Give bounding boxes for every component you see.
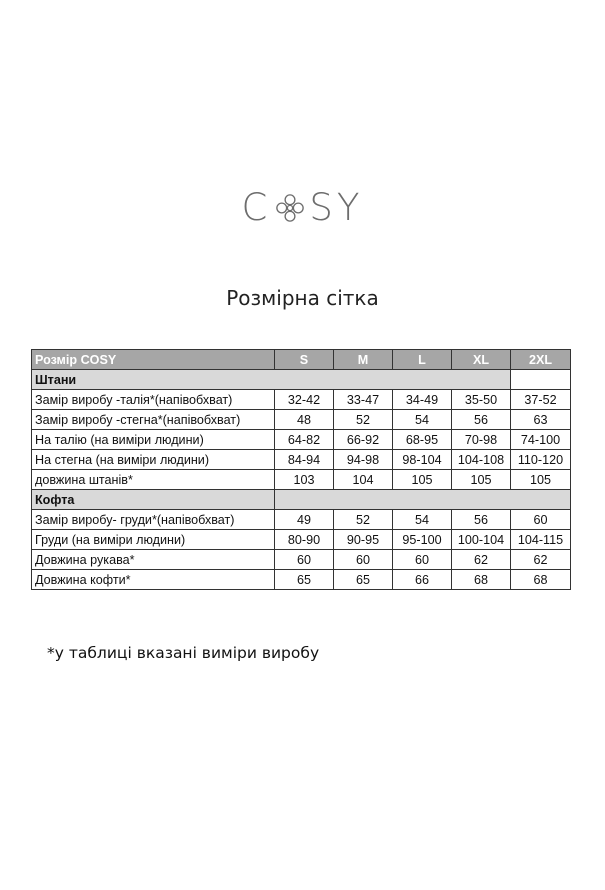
table-row	[32, 470, 571, 490]
cell-value: 60	[511, 510, 571, 530]
cell-value: 103	[275, 470, 334, 490]
cell-value: 68	[452, 570, 511, 590]
cell-value: 49	[275, 510, 334, 530]
section-blank-cell	[511, 370, 571, 390]
row-label: На стегна (на виміри людини)	[32, 450, 275, 470]
cell-value: 95-100	[393, 530, 452, 550]
table-row	[32, 570, 571, 590]
cell-value: 68-95	[393, 430, 452, 450]
header-size-l: L	[393, 350, 452, 370]
section-title: Штани	[32, 370, 511, 390]
header-size-label: Розмір COSY	[32, 350, 275, 370]
cell-value: 64-82	[275, 430, 334, 450]
page-title: Розмірна сітка	[226, 286, 379, 310]
cell-value: 65	[275, 570, 334, 590]
cell-value: 66	[393, 570, 452, 590]
cell-value: 94-98	[334, 450, 393, 470]
cell-value: 34-49	[393, 390, 452, 410]
cell-value: 65	[334, 570, 393, 590]
cell-value: 100-104	[452, 530, 511, 550]
header-size-m: M	[334, 350, 393, 370]
section-row-sweater	[32, 490, 571, 510]
cell-value: 63	[511, 410, 571, 430]
cell-value: 104-115	[511, 530, 571, 550]
section-title: Кофта	[32, 490, 275, 510]
size-chart-table	[31, 349, 571, 590]
cell-value: 105	[393, 470, 452, 490]
cell-value: 35-50	[452, 390, 511, 410]
row-label: Груди (на виміри людини)	[32, 530, 275, 550]
flower-icon	[275, 193, 305, 223]
table-row	[32, 510, 571, 530]
table-row	[32, 530, 571, 550]
cell-value: 98-104	[393, 450, 452, 470]
cell-value: 84-94	[275, 450, 334, 470]
section-row-pants	[32, 370, 571, 390]
table-row	[32, 430, 571, 450]
cell-value: 104-108	[452, 450, 511, 470]
table-row	[32, 390, 571, 410]
cell-value: 105	[452, 470, 511, 490]
table-row	[32, 450, 571, 470]
header-size-xl: XL	[452, 350, 511, 370]
row-label: довжина штанів*	[32, 470, 275, 490]
row-label: Замір виробу -талія*(напівобхват)	[32, 390, 275, 410]
header-size-s: S	[275, 350, 334, 370]
cell-value: 62	[511, 550, 571, 570]
header-size-2xl: 2XL	[511, 350, 571, 370]
cell-value: 33-47	[334, 390, 393, 410]
cell-value: 52	[334, 410, 393, 430]
row-label: Замір виробу -стегна*(напівобхват)	[32, 410, 275, 430]
brand-logo	[0, 186, 605, 229]
cell-value: 60	[275, 550, 334, 570]
section-fill-cell	[275, 490, 571, 510]
cell-value: 104	[334, 470, 393, 490]
cell-value: 52	[334, 510, 393, 530]
cell-value: 48	[275, 410, 334, 430]
cell-value: 68	[511, 570, 571, 590]
table-row	[32, 410, 571, 430]
cell-value: 60	[393, 550, 452, 570]
table-header-row	[32, 350, 571, 370]
logo-letter-c: C	[241, 186, 272, 229]
footnote: *у таблиці вказані виміри виробу	[47, 644, 320, 662]
cell-value: 90-95	[334, 530, 393, 550]
cell-value: 74-100	[511, 430, 571, 450]
cell-value: 105	[511, 470, 571, 490]
cell-value: 66-92	[334, 430, 393, 450]
cell-value: 80-90	[275, 530, 334, 550]
row-label: На талію (на виміри людини)	[32, 430, 275, 450]
cell-value: 62	[452, 550, 511, 570]
cell-value: 56	[452, 410, 511, 430]
cell-value: 54	[393, 510, 452, 530]
cell-value: 110-120	[511, 450, 571, 470]
cell-value: 54	[393, 410, 452, 430]
cell-value: 32-42	[275, 390, 334, 410]
cell-value: 60	[334, 550, 393, 570]
cell-value: 56	[452, 510, 511, 530]
row-label: Довжина рукава*	[32, 550, 275, 570]
cell-value: 70-98	[452, 430, 511, 450]
table-row	[32, 550, 571, 570]
cell-value: 37-52	[511, 390, 571, 410]
row-label: Замір виробу- груди*(напівобхват)	[32, 510, 275, 530]
row-label: Довжина кофти*	[32, 570, 275, 590]
logo-letters-sy: SY	[309, 186, 364, 229]
